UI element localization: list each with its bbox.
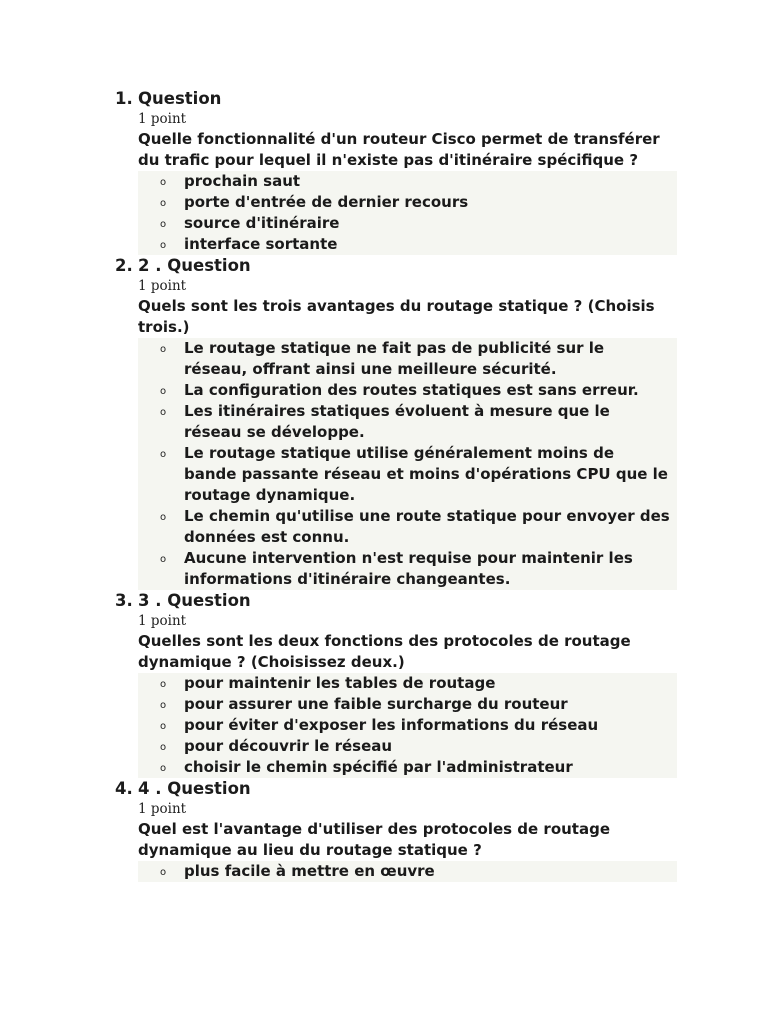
answer-option[interactable] (138, 694, 677, 715)
option-label: porte d'entrée de dernier recours (184, 193, 469, 211)
option-label: Le routage statique utilise généralement moins de bande passante réseau et moins d'opérations CPU que le routage dynamique. (184, 444, 668, 504)
answer-option[interactable] (138, 401, 677, 443)
answer-option[interactable] (138, 736, 677, 757)
question-1 (0, 88, 768, 255)
answer-option[interactable] (138, 171, 677, 192)
bullet-icon: o (160, 219, 167, 230)
question-title: 4 . Question (138, 779, 251, 798)
bullet-icon: o (160, 449, 167, 460)
bullet-icon: o (160, 679, 167, 690)
bullet-icon: o (160, 407, 167, 418)
answer-option[interactable] (138, 715, 677, 736)
question-3 (0, 590, 768, 778)
answer-options (138, 861, 677, 882)
question-title: Question (138, 89, 222, 108)
question-heading (0, 590, 768, 612)
bullet-icon: o (160, 742, 167, 753)
question-number: 4. (115, 779, 133, 798)
option-label: La configuration des routes statiques est sans erreur. (184, 381, 639, 399)
bullet-icon: o (160, 554, 167, 565)
option-label: Le chemin qu'utilise une route statique pour envoyer des données est connu. (184, 507, 670, 546)
bullet-icon: o (160, 700, 167, 711)
answer-option[interactable] (138, 234, 677, 255)
option-label: pour éviter d'exposer les informations du réseau (184, 716, 599, 734)
question-heading (0, 778, 768, 800)
question-text: Quels sont les trois avantages du routage statique ? (Choisis trois.) (138, 297, 655, 336)
bullet-icon: o (160, 721, 167, 732)
question-heading (0, 88, 768, 110)
answer-option[interactable] (138, 380, 677, 401)
option-label: interface sortante (184, 235, 338, 253)
answer-option[interactable] (138, 506, 677, 548)
bullet-icon: o (160, 198, 167, 209)
option-label: pour assurer une faible surcharge du routeur (184, 695, 568, 713)
question-heading (0, 255, 768, 277)
answer-option[interactable] (138, 757, 677, 778)
bullet-icon: o (160, 240, 167, 251)
question-number: 3. (115, 591, 133, 610)
question-text: Quelle fonctionnalité d'un routeur Cisco permet de transférer du trafic pour lequel il n'existe pas d'itinéraire spécifique ? (138, 130, 660, 169)
option-label: pour découvrir le réseau (184, 737, 393, 755)
answer-options (138, 338, 677, 590)
answer-options (138, 171, 677, 255)
question-points: 1 point (138, 801, 187, 817)
answer-option[interactable] (138, 443, 677, 506)
option-label: plus facile à mettre en œuvre (184, 862, 435, 880)
bullet-icon: o (160, 867, 167, 878)
answer-option[interactable] (138, 213, 677, 234)
question-text: Quel est l'avantage d'utiliser des protocoles de routage dynamique au lieu du routage statique ? (138, 820, 611, 859)
option-label: source d'itinéraire (184, 214, 340, 232)
answer-options (138, 673, 677, 778)
question-number: 1. (115, 89, 133, 108)
answer-option[interactable] (138, 338, 677, 380)
option-label: Les itinéraires statiques évoluent à mesure que le réseau se développe. (184, 402, 610, 441)
question-2 (0, 255, 768, 590)
answer-option[interactable] (138, 861, 677, 882)
question-points: 1 point (138, 613, 187, 629)
quiz-document (0, 88, 768, 882)
option-label: pour maintenir les tables de routage (184, 674, 496, 692)
question-4 (0, 778, 768, 882)
bullet-icon: o (160, 177, 167, 188)
option-label: prochain saut (184, 172, 301, 190)
option-label: Aucune intervention n'est requise pour maintenir les informations d'itinéraire changeantes. (184, 549, 633, 588)
answer-option[interactable] (138, 548, 677, 590)
bullet-icon: o (160, 512, 167, 523)
question-text: Quelles sont les deux fonctions des protocoles de routage dynamique ? (Choisissez deux.) (138, 632, 631, 671)
option-label: choisir le chemin spécifié par l'administrateur (184, 758, 573, 776)
question-title: 3 . Question (138, 591, 251, 610)
question-title: 2 . Question (138, 256, 251, 275)
question-number: 2. (115, 256, 133, 275)
answer-option[interactable] (138, 192, 677, 213)
option-label: Le routage statique ne fait pas de publicité sur le réseau, offrant ainsi une meilleure sécurité. (184, 339, 605, 378)
bullet-icon: o (160, 763, 167, 774)
bullet-icon: o (160, 344, 167, 355)
question-points: 1 point (138, 111, 187, 127)
question-points: 1 point (138, 278, 187, 294)
answer-option[interactable] (138, 673, 677, 694)
bullet-icon: o (160, 386, 167, 397)
